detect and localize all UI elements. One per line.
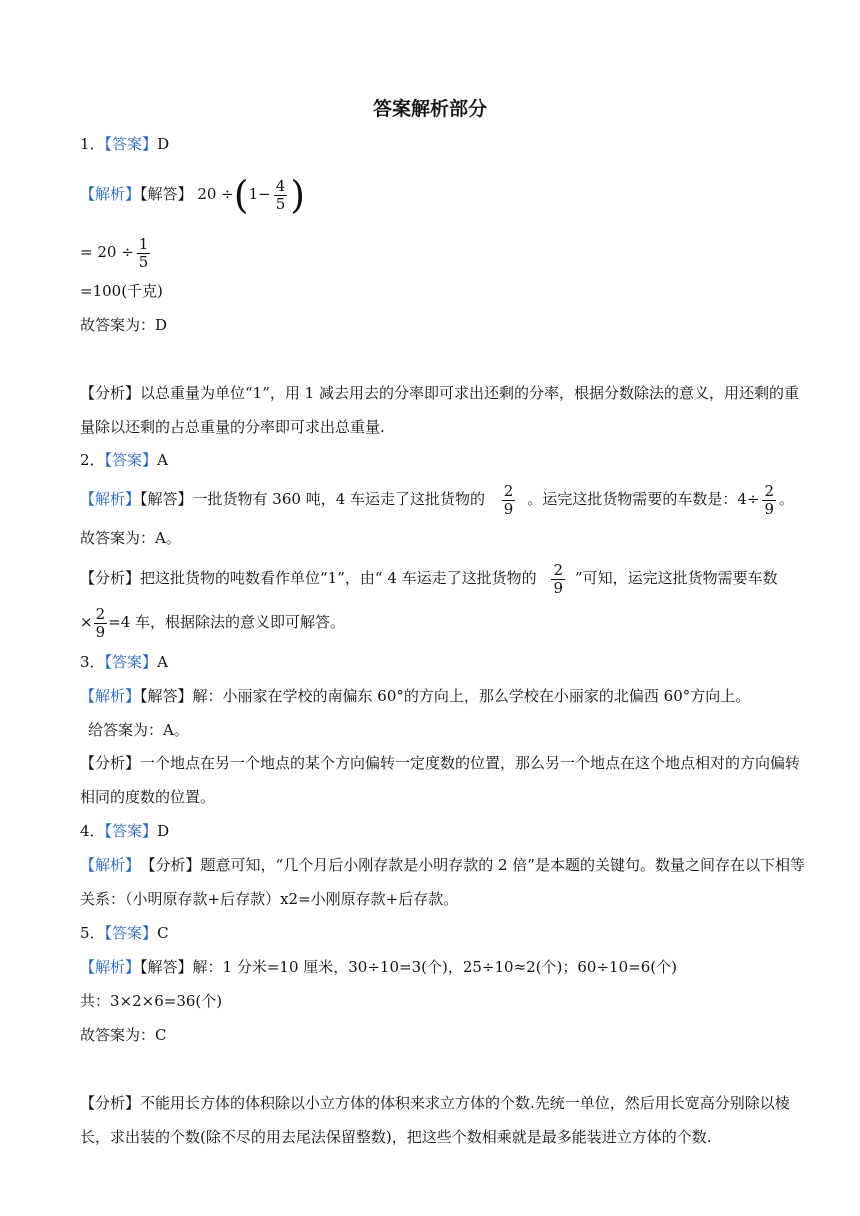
q2-sol-a: 一批货物有 360 吨，4 车运走了这批货物的 xyxy=(192,490,486,508)
solution-tag: 【解答】 xyxy=(140,490,193,508)
denominator: 5 xyxy=(138,252,149,271)
q3-sol: 解：小丽家在学校的南偏东 60°的方向上，那么学校在小丽家的北偏西 60°方向上。 xyxy=(192,687,751,705)
q3-number: 3． xyxy=(80,653,105,671)
denominator: 9 xyxy=(503,499,514,518)
q1-line2-start: = 20 ÷ xyxy=(80,243,134,261)
q4-analysis xyxy=(80,848,812,916)
open-paren: ( xyxy=(233,173,249,217)
fenxi-tag: 【分析】 xyxy=(80,569,141,587)
denominator: 9 xyxy=(553,578,563,597)
q1-conclusion: 故答案为：D xyxy=(80,316,168,334)
q2-fenxi-line1 xyxy=(80,556,778,600)
q3-conclusion: 给答案为：A。 xyxy=(88,721,189,739)
q2-answer: A xyxy=(157,451,168,469)
answer-tag: 【答案】 xyxy=(104,822,158,840)
denominator: 9 xyxy=(764,499,775,518)
solution-tag: 【解答】 xyxy=(140,185,193,203)
analysis-tag: 【解析】 xyxy=(80,185,141,203)
solution-tag: 【解答】 xyxy=(140,687,193,705)
answer-tag: 【答案】 xyxy=(104,135,158,153)
analysis-tag: 【解析】 xyxy=(80,958,141,976)
numerator: 2 xyxy=(553,560,563,579)
q5-sol: 解：1 分米=10 厘米，30÷10=3(个)，25÷10≈2(个)；60÷10=6(个) xyxy=(192,958,677,976)
denominator: 9 xyxy=(95,622,106,641)
q1-one-minus: 1− xyxy=(248,185,271,203)
answer-tag: 【答案】 xyxy=(104,653,158,671)
q1-answer: D xyxy=(157,135,170,153)
q3-solution-line xyxy=(80,686,750,706)
q3-answer-line xyxy=(80,652,168,672)
q3-answer: A xyxy=(157,653,168,671)
fenxi-tag: 【分析】 xyxy=(80,384,141,402)
q2-sol-b: 。运完这批货物需要的车数是：4÷ xyxy=(527,490,760,508)
close-paren: ) xyxy=(290,173,306,217)
times-sign: × xyxy=(80,613,93,631)
numerator: 1 xyxy=(138,234,149,253)
q2-fenxi-c: =4 车，根据除法的意义即可解答。 xyxy=(108,613,346,631)
q5-fenxi xyxy=(80,1086,812,1154)
q2-fenxi-a: 把这批货物的吨数看作单位“1”，由“ 4 车运走了这批货物的 xyxy=(140,569,537,587)
answer-tag: 【答案】 xyxy=(104,451,158,469)
q5-solution-line xyxy=(80,957,677,977)
numerator: 2 xyxy=(764,481,775,500)
fenxi-tag: 【分析】 xyxy=(148,856,201,874)
q1-fenxi-text: 以总重量为单位“1”，用 1 减去用去的分率即可求出还剩的分率，根据分数除法的意义，用还剩的重量除以还剩的占总重量的分率即可求出总重量. xyxy=(80,384,799,436)
q1-number: 1． xyxy=(80,135,105,153)
q4-answer: D xyxy=(157,822,170,840)
q2-sol-c: 。 xyxy=(779,490,795,508)
q2-fenxi-b: ”可知，运完这批货物需要车数 xyxy=(574,569,778,587)
fraction-2-9 xyxy=(551,562,565,597)
page-title: 答案解析部分 xyxy=(372,98,487,120)
q1-answer-line xyxy=(80,134,169,154)
fraction-2-9 xyxy=(762,483,776,518)
q4-text: 题意可知，“几个月后小刚存款是小明存款的 2 倍”是本题的关键句。数量之间存在以下相等关系：（小明原存款+后存款）x2=小刚原存款+后存款。 xyxy=(80,856,805,908)
q3-fenxi-text: 一个地点在另一个地点的某个方向偏转一定度数的位置，那么另一个地点在这个地点相对的方向偏转相同的度数的位置。 xyxy=(80,754,801,806)
solution-tag: 【解答】 xyxy=(140,958,193,976)
q3-fenxi xyxy=(80,746,812,814)
numerator: 4 xyxy=(275,176,286,195)
q2-number: 2． xyxy=(80,451,105,469)
q5-step-2: 共：3×2×6=36(个) xyxy=(80,992,223,1010)
fenxi-tag: 【分析】 xyxy=(80,754,141,772)
q2-solution-line xyxy=(80,477,794,521)
q1-step-2 xyxy=(80,232,153,272)
fraction-2-9 xyxy=(94,606,108,641)
q1-expr-start: 20 ÷ xyxy=(197,185,234,203)
fraction-2-9 xyxy=(502,483,516,518)
q4-answer-line xyxy=(80,821,169,841)
q2-conclusion: 故答案为：A。 xyxy=(80,529,181,547)
fraction-4-5 xyxy=(274,178,288,213)
q2-fenxi-line2 xyxy=(80,600,345,644)
numerator: 2 xyxy=(95,604,106,623)
q1-fenxi xyxy=(80,376,812,444)
numerator: 2 xyxy=(503,481,514,500)
answer-tag: 【答案】 xyxy=(104,924,158,942)
q5-conclusion: 故答案为：C xyxy=(80,1026,167,1044)
analysis-tag: 【解析】 xyxy=(80,490,141,508)
q2-answer-line xyxy=(80,450,168,470)
q5-fenxi-text: 不能用长方体的体积除以小立方体的体积来求立方体的个数.先统一单位，然后用长宽高分别除以棱长，求出装的个数(除不尽的用去尾法保留整数)，把这些个数相乘就是最多能装进立方体的个数. xyxy=(80,1094,790,1146)
denominator: 5 xyxy=(275,194,286,213)
q4-number: 4． xyxy=(80,822,105,840)
analysis-tag: 【解析】 xyxy=(80,856,141,874)
analysis-tag: 【解析】 xyxy=(80,687,141,705)
q5-answer-line xyxy=(80,923,169,943)
fraction-1-5 xyxy=(137,236,151,271)
q1-solution-line xyxy=(80,172,305,216)
q5-answer: C xyxy=(157,924,169,942)
fenxi-tag: 【分析】 xyxy=(80,1094,141,1112)
q5-number: 5． xyxy=(80,924,105,942)
q1-step-3: =100(千克) xyxy=(80,282,163,300)
